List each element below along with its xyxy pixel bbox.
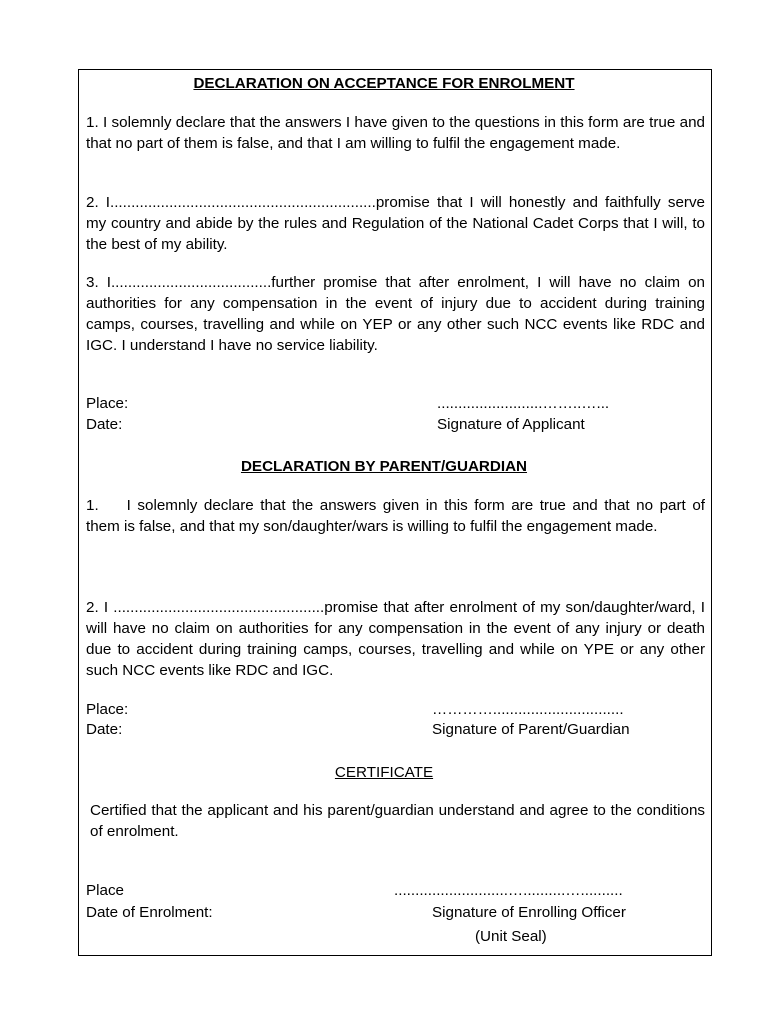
declaration-acceptance-title: DECLARATION ON ACCEPTANCE FOR ENROLMENT [193,75,575,92]
unit-seal-label: (Unit Seal) [475,928,547,945]
officer-signature-line: ...........................…..........….......... [394,882,623,899]
parent-date-label: Date: [86,721,123,738]
parent-signature-line: …………............................... [432,701,624,718]
parent-paragraph-1-text: I solemnly declare that the answers given in this form are true and that no part of them is false, and that my son/daughter/wars is willing to fulfil the engagement made. [86,497,705,535]
applicant-place-label: Place: [86,395,129,412]
applicant-signature-label: Signature of Applicant [437,416,585,433]
applicant-signature-line: .........................……..…... [437,395,610,412]
certificate-paragraph: Certified that the applicant and his parent/guardian understand and agree to the conditions of enrolment. [90,802,705,840]
parent-place-label: Place: [86,701,129,718]
acceptance-paragraph-1: 1. I solemnly declare that the answers I have given to the questions in this form are true and that no part of them is false, and that I am willing to fulfil the engagement made. [86,114,705,152]
parent-paragraph-1-number: 1. [86,497,99,514]
officer-place-label: Place [86,882,124,899]
officer-signature-label: Signature of Enrolling Officer [432,904,626,921]
acceptance-paragraph-3: 3. I......................................further promise that after enrolment, I will have no claim on authorities for any compensation in the event of injury due to accident during training camps, courses, travelling and while on YEP or any other such NCC events like RDC and IGC. I understand I have no service liability. [86,274,705,354]
certificate-title: CERTIFICATE [334,764,434,781]
declaration-parent-title: DECLARATION BY PARENT/GUARDIAN [240,458,528,475]
parent-paragraph-2: 2. I ..................................................promise that after enrolment of my son/daughter/ward, I will have no claim on authorities for any compensation in the event of any injury or death due to accident during training camps, courses, travelling and while on YPE or any other such NCC events like RDC and IGC. [86,599,705,679]
parent-signature-label: Signature of Parent/Guardian [432,721,630,738]
applicant-date-label: Date: [86,416,123,433]
enrolment-date-label: Date of Enrolment: [86,904,213,921]
acceptance-paragraph-2: 2. I...............................................................promise that I will honestly and faithfully serve my country and abide by the rules and Regulation of the National Cadet Corps that I will, to the best of my ability. [86,194,705,253]
parent-paragraph-1 [86,495,705,537]
